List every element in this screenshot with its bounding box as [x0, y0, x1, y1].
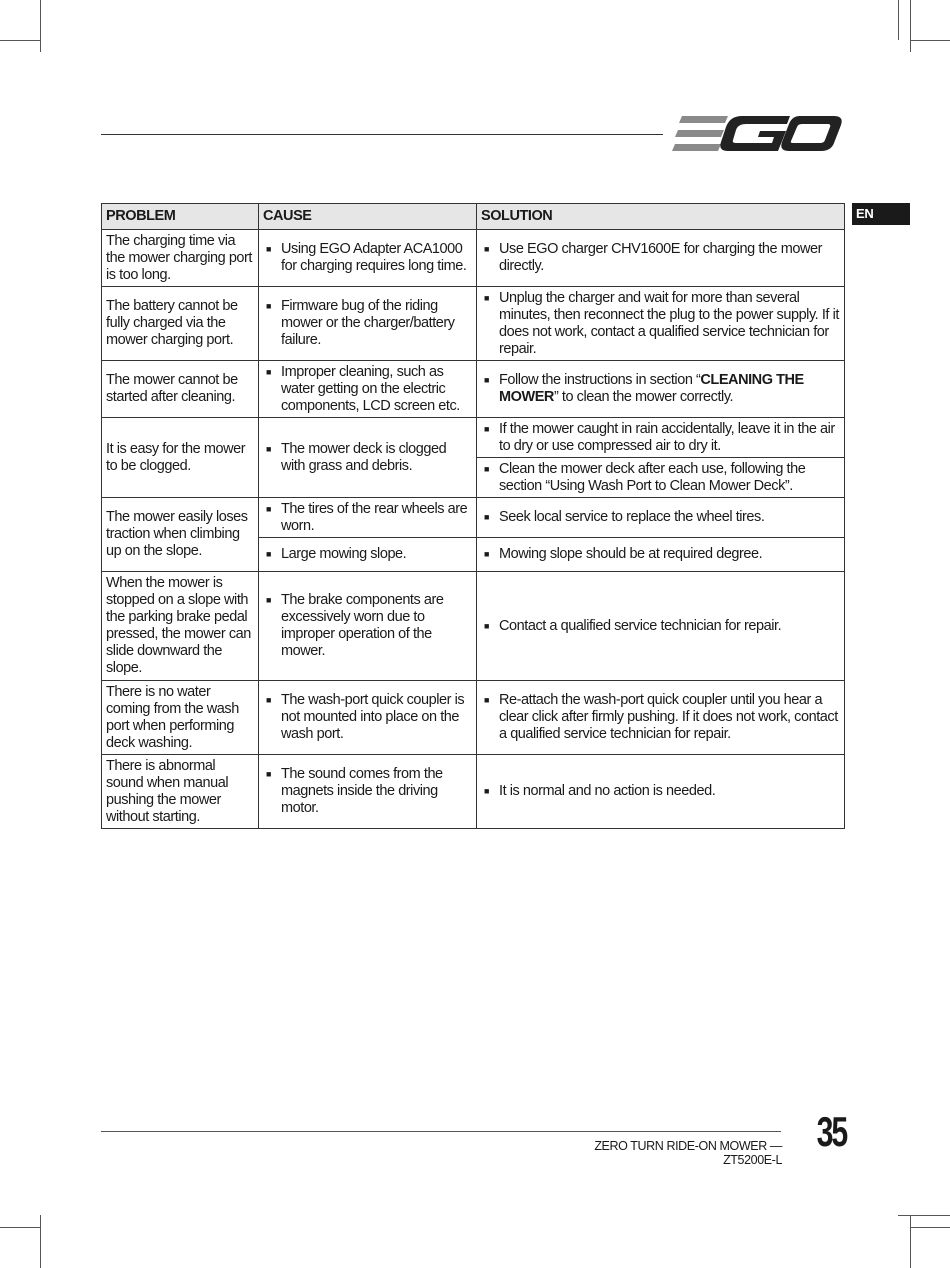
solution-cell — [477, 230, 845, 287]
cause-cell — [259, 572, 477, 681]
ego-logo — [672, 112, 844, 156]
footer-product-name: ZERO TURN RIDE-ON MOWER — ZT5200E-L — [594, 1139, 782, 1167]
cause-text: The mower deck is clogged with grass and debris. — [281, 440, 447, 474]
solution-text: Use EGO charger CHV1600E for charging the mower directly. — [499, 241, 822, 274]
page-number: 35 — [816, 1108, 846, 1155]
bullet-icon: ■ — [266, 549, 271, 559]
solution-text: It is normal and no action is needed. — [499, 783, 716, 799]
table-row — [102, 287, 845, 361]
solution-text: Mowing slope should be at required degree. — [499, 546, 763, 562]
bullet-icon: ■ — [266, 695, 271, 705]
bullet-icon: ■ — [484, 244, 489, 254]
bullet-icon: ■ — [266, 443, 271, 454]
solution-cell — [477, 755, 845, 829]
bullet-icon: ■ — [484, 695, 489, 705]
crop-mark — [910, 1227, 950, 1228]
table-row — [102, 498, 845, 538]
crop-mark — [0, 40, 40, 41]
bullet-icon: ■ — [266, 301, 271, 311]
crop-mark — [910, 1215, 911, 1268]
crop-mark — [40, 1215, 41, 1268]
solution-text: If the mower caught in rain accidentally, leave it in the air to dry or use compressed air to dry it. — [499, 420, 835, 454]
cause-cell — [259, 755, 477, 829]
table-row — [102, 361, 845, 418]
problem-cell: There is no water coming from the wash port when performing deck washing. — [102, 681, 259, 755]
solution-text: Seek local service to replace the wheel tires. — [499, 509, 765, 525]
problem-cell: The charging time via the mower charging port is too long. — [102, 230, 259, 287]
bullet-icon: ■ — [484, 375, 489, 385]
table-row — [102, 681, 845, 755]
problem-cell: The battery cannot be fully charged via the mower charging port. — [102, 287, 259, 361]
solution-cell — [477, 538, 845, 572]
cause-cell — [259, 418, 477, 498]
language-tab: EN — [852, 203, 910, 225]
crop-mark — [40, 0, 41, 52]
table-row — [102, 572, 845, 681]
cause-cell — [259, 498, 477, 538]
solution-text-post: ” to clean the mower correctly. — [553, 389, 734, 405]
solution-text: Contact a qualified service technician for repair. — [499, 617, 782, 634]
crop-mark — [898, 0, 899, 40]
bullet-icon: ■ — [266, 244, 271, 254]
solution-cell — [477, 458, 845, 498]
solution-cell — [477, 572, 845, 681]
crop-mark — [910, 40, 950, 41]
cause-text: The sound comes from the magnets inside the driving motor. — [281, 766, 443, 816]
cause-text: The tires of the rear wheels are worn. — [281, 500, 468, 534]
table-row — [102, 418, 845, 458]
bullet-icon: ■ — [484, 620, 489, 631]
cause-cell — [259, 538, 477, 572]
problem-cell: It is easy for the mower to be clogged. — [102, 418, 259, 498]
bullet-icon: ■ — [266, 595, 271, 605]
troubleshooting-table — [101, 203, 845, 829]
solution-text: Clean the mower deck after each use, following the section “Using Wash Port to Clean Mower Deck”. — [499, 460, 806, 494]
bullet-icon: ■ — [266, 769, 271, 779]
bullet-icon: ■ — [484, 512, 489, 522]
bullet-icon: ■ — [484, 549, 489, 559]
cause-text: Using EGO Adapter ACA1000 for charging requires long time. — [281, 241, 467, 274]
cause-text: The brake components are excessively worn due to improper operation of the mower. — [281, 592, 444, 659]
solution-text: Re-attach the wash-port quick coupler until you hear a clear click after firmly pushing. If it does not work, contact a qualified service technician for repair. — [499, 692, 838, 742]
crop-mark — [0, 1227, 40, 1228]
problem-cell: The mower cannot be started after cleaning. — [102, 361, 259, 418]
solution-cell — [477, 418, 845, 458]
cause-cell — [259, 361, 477, 418]
bullet-icon: ■ — [484, 292, 489, 303]
cause-text: Improper cleaning, such as water getting on the electric components, LCD screen etc. — [281, 363, 460, 414]
header-rule — [101, 134, 663, 135]
header-solution: SOLUTION — [477, 204, 845, 230]
ego-logo-text: EGO — [758, 142, 761, 143]
solution-cell — [477, 287, 845, 361]
crop-mark — [910, 0, 911, 52]
table-header-row — [102, 204, 845, 230]
cause-text: The wash-port quick coupler is not mounted into place on the wash port. — [281, 692, 465, 742]
bullet-icon: ■ — [484, 463, 489, 474]
solution-text-pre: Follow the instructions in section “ — [499, 372, 701, 388]
cause-cell — [259, 230, 477, 287]
cause-text: Firmware bug of the riding mower or the charger/battery failure. — [281, 298, 455, 348]
cause-text: Large mowing slope. — [281, 546, 407, 562]
solution-cell — [477, 681, 845, 755]
section-reference: CLEANING THE MOWER — [499, 372, 804, 405]
footer-rule — [101, 1131, 781, 1132]
solution-text: Unplug the charger and wait for more than several minutes, then reconnect the plug to the power supply. If it does not work, contact a qualified service technician for repair. — [499, 289, 839, 357]
table-row — [102, 230, 845, 287]
bullet-icon: ■ — [484, 423, 489, 434]
solution-cell — [477, 361, 845, 418]
problem-cell: The mower easily loses traction when climbing up on the slope. — [102, 498, 259, 572]
bullet-icon: ■ — [266, 366, 271, 377]
table-row — [102, 755, 845, 829]
bullet-icon: ■ — [266, 503, 271, 514]
cause-cell — [259, 287, 477, 361]
problem-cell: When the mower is stopped on a slope with the parking brake pedal pressed, the mower can slide downward the slope. — [102, 572, 259, 681]
solution-cell — [477, 498, 845, 538]
header-problem: PROBLEM — [102, 204, 259, 230]
crop-mark — [898, 1215, 950, 1216]
cause-cell — [259, 681, 477, 755]
bullet-icon: ■ — [484, 786, 489, 796]
problem-cell: There is abnormal sound when manual pushing the mower without starting. — [102, 755, 259, 829]
header-cause: CAUSE — [259, 204, 477, 230]
